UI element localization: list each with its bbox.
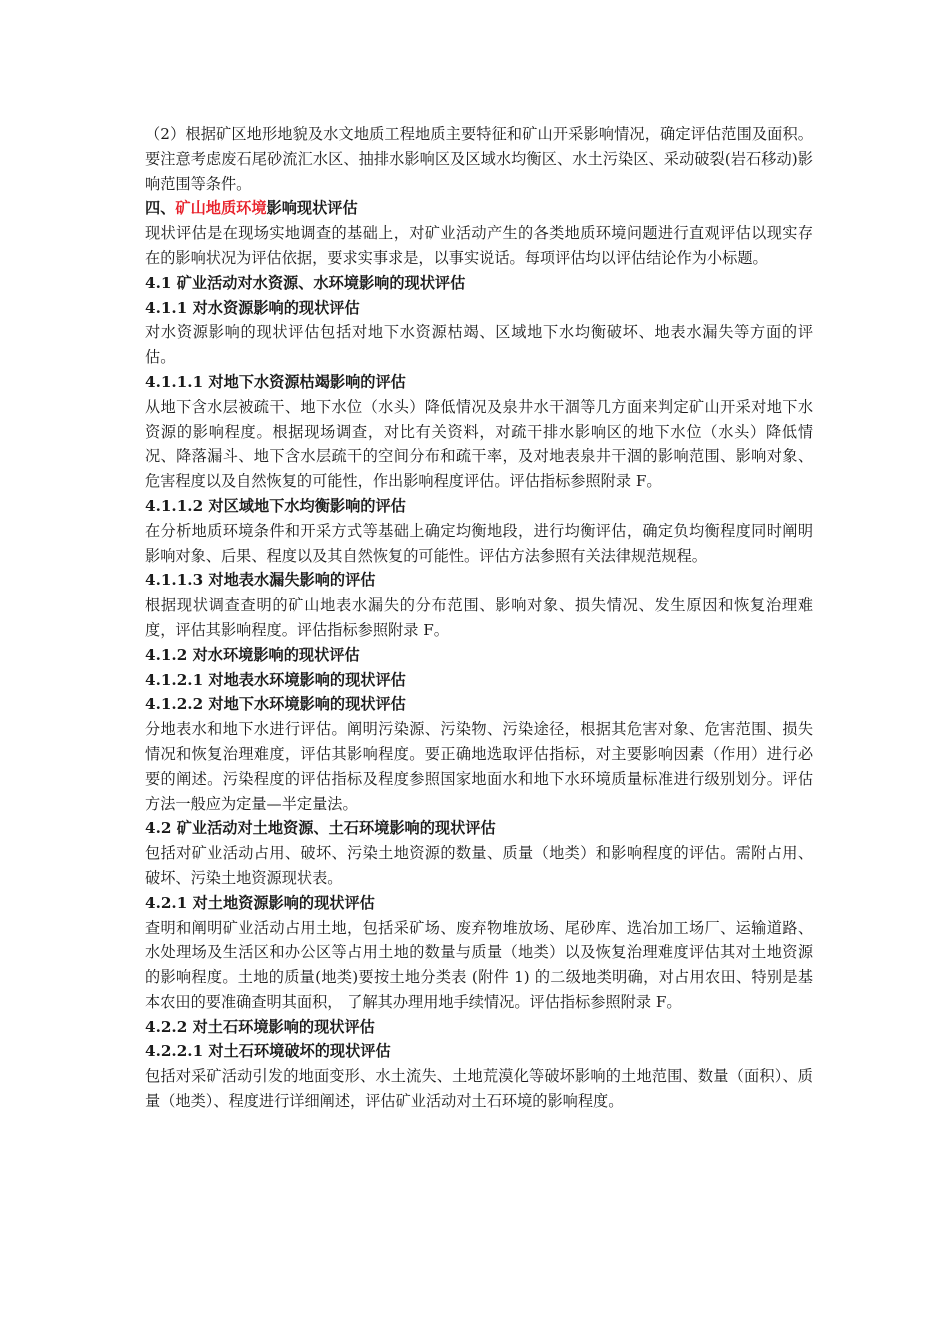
- heading-4-2-2-1: 4.2.2.1 对土石环境破坏的现状评估: [145, 1042, 391, 1061]
- paragraph-4-1-1-1: 从地下含水层被疏干、地下水位（水头）降低情况及泉井水干涸等几方面来判定矿山开采对地下水资源的影响程度。根据现场调查，对比有关资料，对疏干排水影响区的地下水位（水头）降低情况、降落漏斗、地下含水层疏干的空间分布和疏干率，及对地表泉井干涸的影响范围、影响对象、危害程度以及自然恢复的可能性，作出影响程度评估。评估指标参照附录 F。: [145, 397, 813, 491]
- paragraph-4-2-1: 查明和阐明矿业活动占用土地，包括采矿场、废弃物堆放场、尾砂库、选冶加工场厂、运输道路、水处理场及生活区和办公区等占用土地的数量与质量（地类）以及恢复治理难度评估其对土地资源的影响程度。土地的质量(地类)要按土地分类表 (附件 1) 的二级地类明确，对占用农田、特别是基本农田的要准确查明其面积， 了解其办理用地手续情况。评估指标参照附录 F。: [145, 918, 813, 1011]
- heading-4-1: 4.1 矿业活动对水资源、水环境影响的现状评估: [145, 273, 466, 292]
- paragraph-4-2: 包括对矿业活动占用、破坏、污染土地资源的数量、质量（地类）和影响程度的评估。需附占用、破坏、污染土地资源现状表。: [145, 844, 813, 887]
- heading-4-1-1-3: 4.1.1.3 对地表水漏失影响的评估: [145, 571, 376, 590]
- paragraph-4-1-2-2: 分地表水和地下水进行评估。阐明污染源、污染物、污染途径，根据其危害对象、危害范围、损失情况和恢复治理难度，评估其影响程度。要正确地选取评估指标，对主要影响因素（作用）进行必要的阐述。污染程度的评估指标及程度参照国家地面水和地下水环境质量标准进行级别划分。评估方法一般应为定量—半定量法。: [145, 720, 813, 813]
- paragraph-4-2-2-1: 包括对采矿活动引发的地面变形、水土流失、土地荒漠化等破坏影响的土地范围、数量（面积）、质量（地类）、程度进行详细阐述，评估矿业活动对土石环境的影响程度。: [145, 1067, 813, 1111]
- heading-4-2: 4.2 矿业活动对土地资源、土石环境影响的现状评估: [145, 819, 496, 838]
- section-heading-4: [145, 196, 813, 221]
- heading-4-1-2-2: 4.1.2.2 对地下水环境影响的现状评估: [145, 695, 406, 714]
- heading-4-1-2-1: 4.1.2.1 对地表水环境影响的现状评估: [145, 670, 406, 689]
- paragraph-4-1-1-3: 根据现状调查查明的矿山地表水漏失的分布范围、影响对象、损失情况、发生原因和恢复治理难度，评估其影响程度。评估指标参照附录 F。: [145, 596, 813, 639]
- heading-4-2-2: 4.2.2 对土石环境影响的现状评估: [145, 1017, 375, 1036]
- heading-4-2-1: 4.2.1 对土地资源影响的现状评估: [145, 893, 375, 912]
- highlighted-keyword: 矿山地质环境: [175, 199, 267, 218]
- heading-4-1-1-1: 4.1.1.1 对地下水资源枯竭影响的评估: [145, 372, 406, 391]
- section-title-rest: 影响现状评估: [266, 199, 358, 218]
- heading-4-1-1: 4.1.1 对水资源影响的现状评估: [145, 298, 360, 317]
- paragraph-intro: 现状评估是在现场实地调查的基础上，对矿业活动产生的各类地质环境问题进行直观评估以现实存在的影响状况为评估依据，要求实事求是，以事实说话。每项评估均以评估结论作为小标题。: [145, 224, 813, 267]
- paragraph-4-1-1: 对水资源影响的现状评估包括对地下水资源枯竭、区域地下水均衡破坏、地表水漏失等方面的评估。: [145, 323, 813, 367]
- document-body: [145, 122, 813, 1114]
- paragraph-4-1-1-2: 在分析地质环境条件和开采方式等基础上确定均衡地段，进行均衡评估，确定负均衡程度同时阐明影响对象、后果、程度以及其自然恢复的可能性。评估方法参照有关法律规范规程。: [145, 521, 813, 565]
- heading-4-1-2: 4.1.2 对水环境影响的现状评估: [145, 645, 360, 664]
- heading-4-1-1-2: 4.1.1.2 对区域地下水均衡影响的评估: [145, 496, 406, 515]
- section-number: 四、: [145, 199, 176, 218]
- paragraph-scope: （2）根据矿区地形地貌及水文地质工程地质主要特征和矿山开采影响情况，确定评估范围及面积。要注意考虑废石尾砂流汇水区、抽排水影响区及区域水均衡区、水土污染区、采动破裂(岩石移动)影响范围等条件。: [145, 125, 813, 193]
